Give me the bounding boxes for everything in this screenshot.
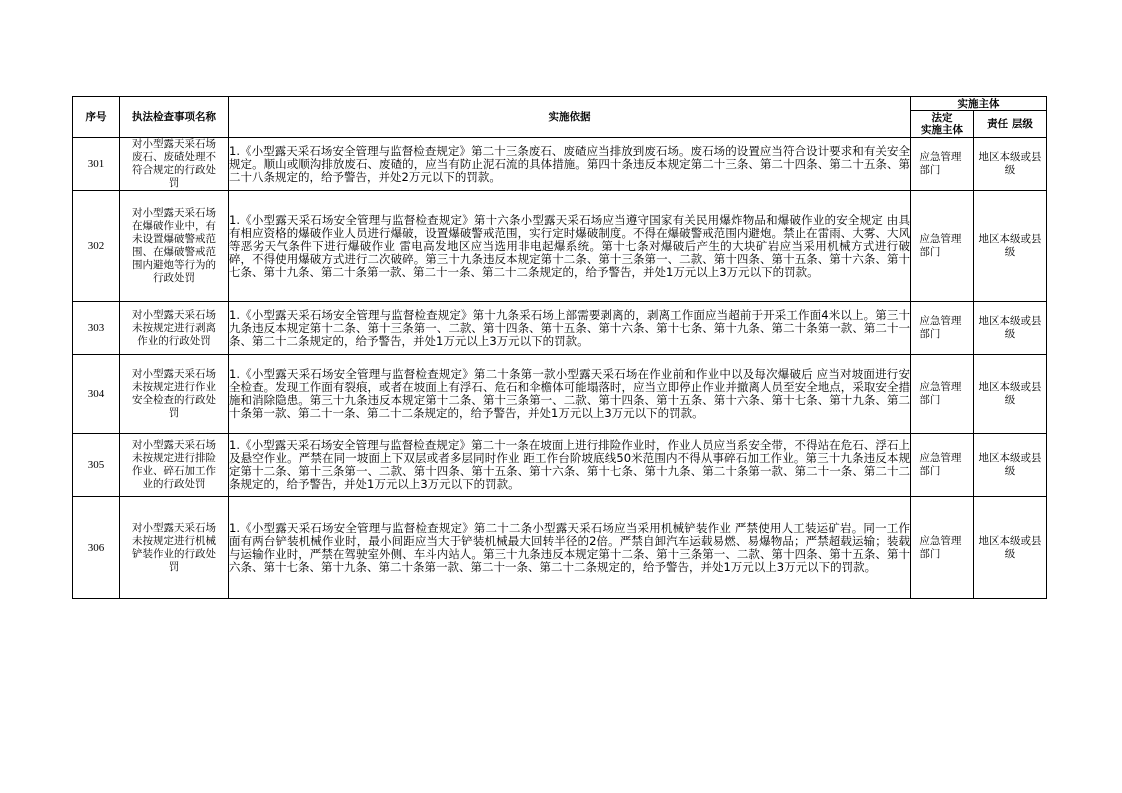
row-number: 304 [73,355,120,434]
responsibility-level: 地区本级或县级 [974,497,1047,599]
table-row [73,191,1047,302]
legal-subject: 应急管理部门 [919,452,962,477]
responsibility-level: 地区本级或县级 [974,355,1047,434]
item-name-cell [120,434,229,497]
responsibility-level: 地区本级或县级 [974,302,1047,355]
header-subject: 实施主体 [911,97,1047,111]
basis-text: 1.《小型露天采石场安全管理与监督检查规定》第二十三条废石、废碴应当排放到废石场。废石场的设置应当符合设计要求和有关安全规定。顺山或顺沟排放废石、废碴的，应当有防止泥石流的具体措施。第四十条违反本规定第二十三条、第二十四条、第二十五条、第二十八条规定的，给予警告，并处2万元以下的罚款。 [229,138,911,191]
table-body [73,138,1047,599]
item-name: 对小型露天采石场未按规定进行机械铲装作业的行政处罚 [132,521,216,573]
row-number: 305 [73,434,120,497]
legal-subject-cell [911,138,974,191]
item-name-cell [120,355,229,434]
header-basis: 实施依据 [229,97,911,138]
legal-subject-cell [911,434,974,497]
basis-text: 1.《小型露天采石场安全管理与监督检查规定》第二十条第一款小型露天采石场在作业前和作业中以及每次爆破后 应当对坡面进行安全检查。发现工作面有裂痕，或者在坡面上有浮石、危石和伞檐体可能塌落时，应当立即停止作业并撤离人员至安全地点，采取安全措施和消除隐患。第三十九条违反本规定第十二条、第十三条第一、二款、第十四条、第十五条、第十六条、第十七条、第十九条、第二十条第一款、第二十一条、第二十二条规定的，给予警告，并处1万元以上3万元以下的罚款。 [229,355,911,434]
table-row [73,138,1047,191]
item-name-cell [120,497,229,599]
table-row [73,434,1047,497]
responsibility-level: 地区本级或县级 [974,138,1047,191]
table-header [73,97,1047,138]
item-name-cell [120,302,229,355]
header-item-name: 执法检查事项名称 [120,97,229,138]
legal-subject: 应急管理部门 [919,151,962,176]
header-responsibility-level: 责任 层级 [974,111,1047,138]
responsibility-level: 地区本级或县级 [974,434,1047,497]
header-no: 序号 [73,97,120,138]
row-number: 301 [73,138,120,191]
responsibility-level: 地区本级或县级 [974,191,1047,302]
row-number: 302 [73,191,120,302]
item-name: 对小型露天采石场在爆破作业中，有未设置爆破警戒范围、在爆破警戒范围内避炮等行为的行政处罚 [132,207,216,284]
basis-text: 1.《小型露天采石场安全管理与监督检查规定》第十六条小型露天采石场应当遵守国家有关民用爆炸物品和爆破作业的安全规定 由具有相应资格的爆破作业人员进行爆破，设置爆破警戒范围，实行定时爆破制度。不得在爆破警戒范围内避炮。禁止在雷雨、大雾、大风等恶劣天气条件下进行爆破作业 雷电高发地区应当选用非电起爆系统。第十七条对爆破后产生的大块矿岩应当采用机械方式进行破碎，不得使用爆破方式进行二次破碎。第三十九条违反本规定第十二条、第十三条第一、二款、第十四条、第十五条、第十六条、第十七条、第十九条、第二十条第一款、第二十一条、第二十二条规定的，给予警告，并处1万元以上3万元以下的罚款。 [229,191,911,302]
item-name: 对小型露天采石场未按规定进行作业安全检查的行政处罚 [132,368,216,419]
legal-subject-cell [911,302,974,355]
header-row-top [73,97,1047,111]
basis-text: 1.《小型露天采石场安全管理与监督检查规定》第十九条采石场上部需要剥离的，剥离工作面应当超前于开采工作面4米以上。第三十九条违反本规定第十二条、第十三条第一、二款、第十四条、第十五条、第十六条、第十七条、第十九条、第二十条第一款、第二十一条、第二十二条规定的，给予警告，并处1万元以上3万元以下的罚款。 [229,302,911,355]
table-row [73,355,1047,434]
legal-subject: 应急管理部门 [919,534,962,560]
legal-subject: 应急管理部门 [919,315,962,340]
basis-text: 1.《小型露天采石场安全管理与监督检查规定》第二十二条小型露天采石场应当采用机械铲装作业 严禁使用人工装运矿岩。同一工作面有两台铲装机械作业时，最小间距应当大于铲装机械最大回转半径的2倍。严禁自卸汽车运载易燃、易爆物品；严禁超载运输；装载与运输作业时，严禁在驾驶室外侧、车斗内站人。第三十九条违反本规定第十二条、第十三条第一、二款、第十四条、第十五条、第十六条、第十七条、第十九条、第二十条第一款、第二十一条、第二十二条规定的，给予警告，并处1万元以上3万元以下的罚款。 [229,497,911,599]
legal-subject: 应急管理部门 [919,381,962,406]
item-name-cell [120,191,229,302]
legal-subject: 应急管理部门 [919,233,962,258]
header-legal-subject: 法定 实施主体 [911,111,974,138]
row-number: 303 [73,302,120,355]
table-row [73,302,1047,355]
item-name: 对小型露天采石场废石、废碴处理不符合规定的行政处罚 [132,138,216,189]
legal-subject-cell [911,355,974,434]
item-name-cell [120,138,229,191]
enforcement-items-table [72,96,1047,599]
basis-text: 1.《小型露天采石场安全管理与监督检查规定》第二十一条在坡面上进行排险作业时，作业人员应当系安全带，不得站在危石、浮石上及悬空作业。严禁在同一坡面上下双层或者多层同时作业 距工作台阶坡底线50米范围内不得从事碎石加工作业。第三十九条违反本规定第十二条、第十三条第一、二款、第十四条、第十五条、第十六条、第十七条、第十九条、第二十条第一款、第二十一条、第二十二条规定的，给予警告，并处1万元以上3万元以下的罚款。 [229,434,911,497]
row-number: 306 [73,497,120,599]
legal-subject-cell [911,191,974,302]
table-row [73,497,1047,599]
item-name: 对小型露天采石场未按规定进行排险作业、碎石加工作业的行政处罚 [132,439,216,490]
item-name: 对小型露天采石场未按规定进行剥离作业的行政处罚 [132,308,216,347]
legal-subject-cell [911,497,974,599]
